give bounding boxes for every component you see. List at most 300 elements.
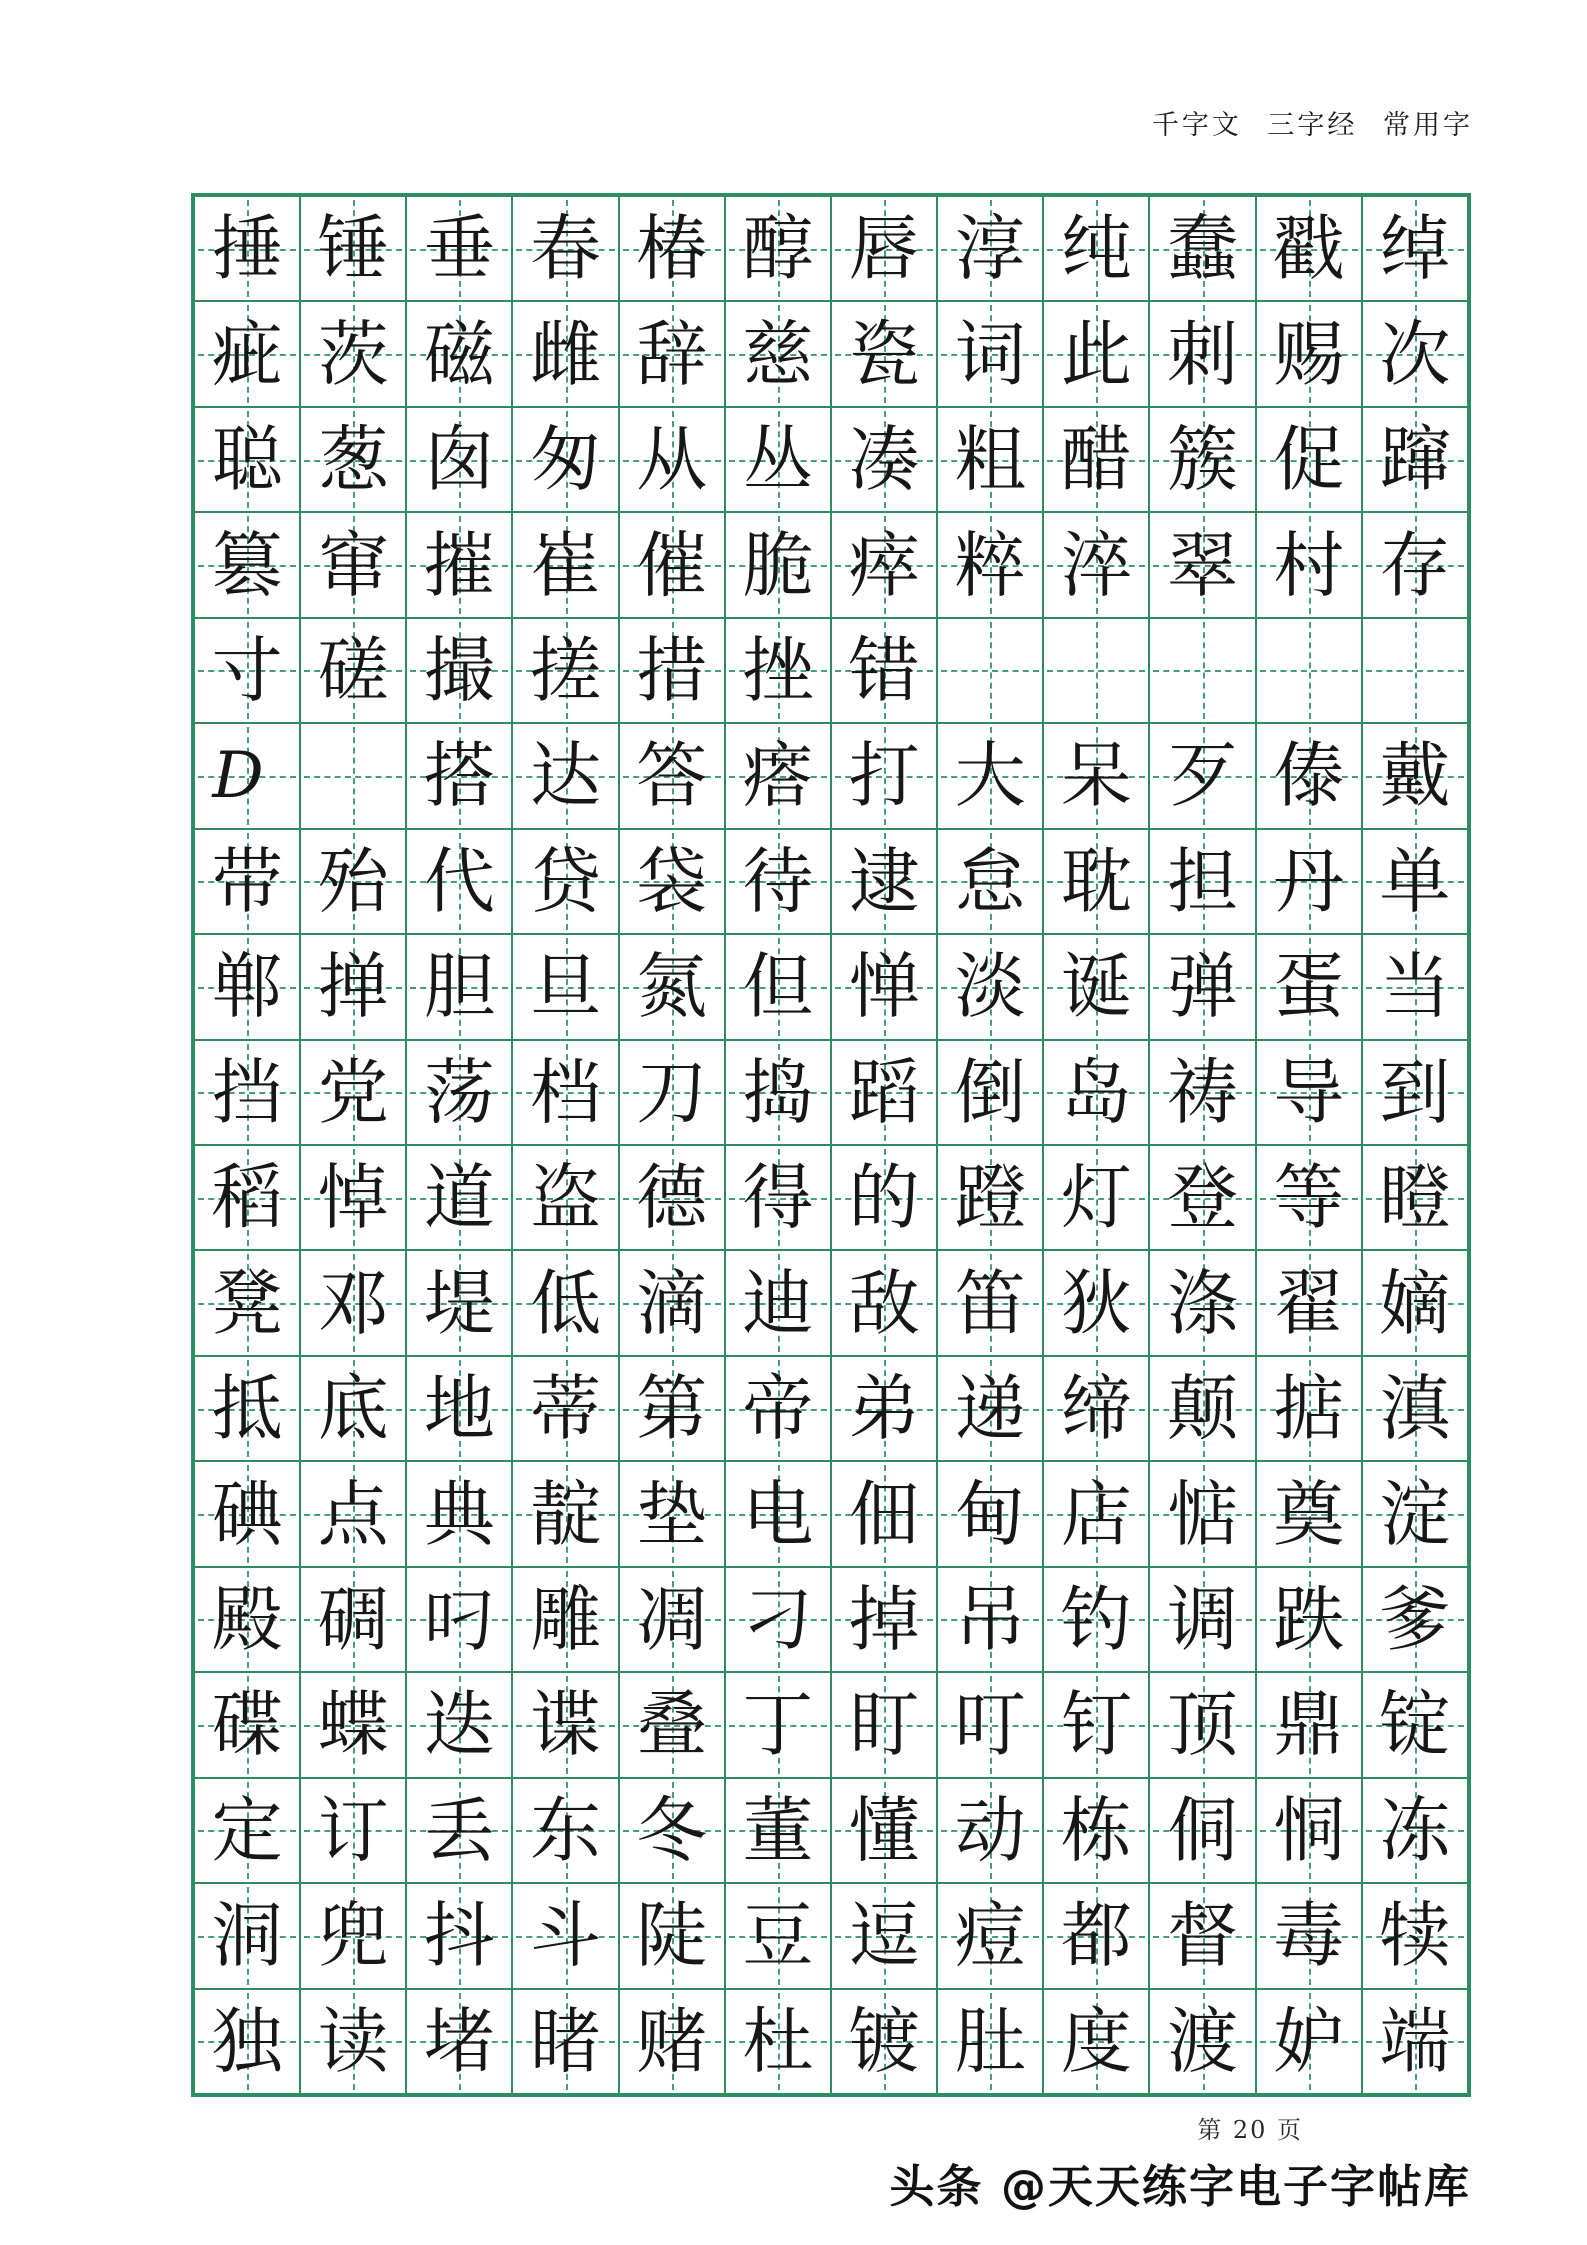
grid-cell <box>195 408 299 511</box>
grid-cell <box>726 1779 830 1882</box>
grid-cell <box>1044 408 1148 511</box>
grid-cell <box>513 1990 617 2093</box>
character-glyph: 淳 <box>954 207 1026 291</box>
grid-cell <box>938 1568 1042 1671</box>
character-glyph: 犊 <box>1379 1894 1451 1978</box>
character-glyph: 惦 <box>1167 1472 1239 1556</box>
character-glyph: 撮 <box>423 628 495 712</box>
character-glyph: 定 <box>211 1788 283 1872</box>
grid-cell <box>938 1357 1042 1460</box>
grid-cell <box>938 1041 1042 1144</box>
character-glyph: 掉 <box>848 1577 920 1661</box>
character-glyph: 顶 <box>1167 1683 1239 1767</box>
character-glyph: 堵 <box>423 1999 495 2083</box>
grid-cell <box>301 1462 405 1565</box>
grid-cell <box>513 1462 617 1565</box>
grid-cell <box>832 935 936 1038</box>
character-glyph: 盯 <box>848 1683 920 1767</box>
character-glyph: 捶 <box>211 207 283 291</box>
character-glyph: 到 <box>1379 1050 1451 1134</box>
section-letter: D <box>212 738 264 813</box>
character-glyph: 弹 <box>1167 945 1239 1029</box>
grid-cell <box>301 302 405 405</box>
grid-cell <box>1150 1146 1254 1249</box>
character-glyph: 刀 <box>636 1050 708 1134</box>
character-glyph: 岛 <box>1060 1050 1132 1134</box>
character-glyph: 呆 <box>1060 734 1132 818</box>
grid-cell <box>513 1357 617 1460</box>
grid-cell <box>407 1779 511 1882</box>
character-glyph: 瘩 <box>742 734 814 818</box>
character-glyph: 待 <box>742 839 814 923</box>
character-glyph: 蛋 <box>1273 945 1345 1029</box>
grid-cell <box>407 1884 511 1987</box>
character-glyph: 悼 <box>317 1156 389 1240</box>
character-glyph: 雌 <box>530 312 602 396</box>
character-glyph: 地 <box>423 1367 495 1451</box>
grid-cell <box>726 724 830 827</box>
character-glyph: 逗 <box>848 1894 920 1978</box>
character-glyph: 靛 <box>530 1472 602 1556</box>
grid-cell <box>1363 830 1467 933</box>
grid-cell <box>1363 724 1467 827</box>
grid-cell <box>407 1673 511 1776</box>
grid-cell <box>513 513 617 616</box>
grid-cell <box>1150 1462 1254 1565</box>
grid-cell <box>195 1357 299 1460</box>
character-glyph: 德 <box>636 1156 708 1240</box>
character-glyph: 担 <box>1167 839 1239 923</box>
character-glyph: 的 <box>848 1156 920 1240</box>
character-glyph: 蹈 <box>848 1050 920 1134</box>
character-glyph: 敌 <box>848 1261 920 1345</box>
character-glyph: 粹 <box>954 523 1026 607</box>
grid-cell <box>407 302 511 405</box>
grid-cell <box>301 619 405 722</box>
grid-cell <box>726 1251 830 1354</box>
character-glyph: 耽 <box>1060 839 1132 923</box>
character-glyph: 狄 <box>1060 1261 1132 1345</box>
character-glyph: 匆 <box>530 418 602 502</box>
grid-cell <box>1363 1990 1467 2093</box>
grid-cell <box>1044 1990 1148 2093</box>
grid-cell <box>832 1146 936 1249</box>
character-glyph: 睹 <box>530 1999 602 2083</box>
character-glyph: 搭 <box>423 734 495 818</box>
grid-cell <box>1150 1990 1254 2093</box>
grid-cell <box>832 1673 936 1776</box>
character-glyph: 点 <box>317 1472 389 1556</box>
grid-cell <box>620 513 724 616</box>
grid-cell <box>1363 935 1467 1038</box>
grid-cell <box>620 197 724 300</box>
grid-cell <box>726 513 830 616</box>
grid-cell <box>513 1568 617 1671</box>
page-number: 第 20 页 <box>1197 2116 1303 2144</box>
grid-cell <box>620 1251 724 1354</box>
character-glyph: 谍 <box>530 1683 602 1767</box>
character-glyph: 当 <box>1379 945 1451 1029</box>
grid-cell <box>1150 1568 1254 1671</box>
grid-cell <box>620 1041 724 1144</box>
character-glyph: 栋 <box>1060 1788 1132 1872</box>
character-glyph: 碉 <box>317 1577 389 1661</box>
grid-cell <box>1150 1251 1254 1354</box>
character-glyph: 都 <box>1060 1894 1132 1978</box>
grid-cell <box>407 935 511 1038</box>
grid-cell <box>1363 1779 1467 1882</box>
grid-cell <box>1257 302 1361 405</box>
grid-cell <box>1363 1568 1467 1671</box>
character-glyph: 电 <box>742 1472 814 1556</box>
character-glyph: 粗 <box>954 418 1026 502</box>
character-glyph: 灯 <box>1060 1156 1132 1240</box>
grid-cell <box>1044 1779 1148 1882</box>
grid-cell <box>1044 1146 1148 1249</box>
character-glyph: 颠 <box>1167 1367 1239 1451</box>
character-glyph: 醋 <box>1060 418 1132 502</box>
grid-cell <box>195 1146 299 1249</box>
character-glyph: 瓷 <box>848 312 920 396</box>
grid-cell <box>938 935 1042 1038</box>
grid-cell <box>195 724 299 827</box>
character-glyph: 垂 <box>423 207 495 291</box>
character-glyph: 诞 <box>1060 945 1132 1029</box>
grid-cell <box>195 197 299 300</box>
character-glyph: 带 <box>211 839 283 923</box>
grid-cell <box>1150 935 1254 1038</box>
character-glyph: 垫 <box>636 1472 708 1556</box>
character-glyph: 淡 <box>954 945 1026 1029</box>
grid-cell <box>1044 1041 1148 1144</box>
grid-cell <box>726 619 830 722</box>
grid-cell <box>620 1673 724 1776</box>
grid-cell <box>195 1673 299 1776</box>
grid-cell <box>620 1568 724 1671</box>
character-glyph: 党 <box>317 1050 389 1134</box>
grid-cell <box>1150 1041 1254 1144</box>
grid-cell <box>301 408 405 511</box>
grid-cell <box>301 1673 405 1776</box>
grid-cell <box>1150 724 1254 827</box>
character-glyph: 登 <box>1167 1156 1239 1240</box>
character-glyph: 翟 <box>1273 1261 1345 1345</box>
grid-cell <box>1363 1357 1467 1460</box>
character-glyph: 怠 <box>954 839 1026 923</box>
grid-cell <box>1150 302 1254 405</box>
grid-cell <box>726 408 830 511</box>
character-glyph: 赐 <box>1273 312 1345 396</box>
grid-cell <box>938 1673 1042 1776</box>
grid-cell <box>301 1251 405 1354</box>
grid-cell <box>832 408 936 511</box>
character-glyph: 茨 <box>317 312 389 396</box>
character-glyph: 次 <box>1379 312 1451 396</box>
character-glyph: 赌 <box>636 1999 708 2083</box>
grid-cell <box>726 1884 830 1987</box>
grid-cell <box>1257 1251 1361 1354</box>
grid-cell <box>832 197 936 300</box>
grid-cell <box>195 1990 299 2093</box>
character-glyph: 祷 <box>1167 1050 1239 1134</box>
grid-cell <box>1363 408 1467 511</box>
character-glyph: 读 <box>317 1999 389 2083</box>
grid-cell <box>1044 1884 1148 1987</box>
grid-cell <box>938 1990 1042 2093</box>
grid-cell <box>832 1568 936 1671</box>
character-glyph: 导 <box>1273 1050 1345 1134</box>
grid-cell <box>726 1673 830 1776</box>
character-glyph: 端 <box>1379 1999 1451 2083</box>
character-glyph: 蹿 <box>1379 418 1451 502</box>
character-glyph: 聪 <box>211 418 283 502</box>
grid-cell <box>938 619 1042 722</box>
character-glyph: 道 <box>423 1156 495 1240</box>
grid-cell <box>513 197 617 300</box>
grid-cell <box>195 1568 299 1671</box>
character-glyph: 盗 <box>530 1156 602 1240</box>
character-glyph: 代 <box>423 839 495 923</box>
grid-cell <box>938 1251 1042 1354</box>
grid-cell <box>726 935 830 1038</box>
grid-cell <box>407 197 511 300</box>
character-glyph: 答 <box>636 734 708 818</box>
character-glyph: 歹 <box>1167 734 1239 818</box>
grid-cell <box>726 1357 830 1460</box>
character-glyph: 迭 <box>423 1683 495 1767</box>
grid-cell <box>938 830 1042 933</box>
character-glyph: 淀 <box>1379 1472 1451 1556</box>
character-glyph: 簇 <box>1167 418 1239 502</box>
grid-cell <box>513 1779 617 1882</box>
grid-cell <box>1257 1462 1361 1565</box>
grid-cell <box>1150 619 1254 722</box>
character-glyph: 豆 <box>742 1894 814 1978</box>
character-glyph: 摧 <box>423 523 495 607</box>
character-glyph: 瞪 <box>1379 1156 1451 1240</box>
character-glyph: 抵 <box>211 1367 283 1451</box>
character-glyph: 绰 <box>1379 207 1451 291</box>
grid-cell <box>513 724 617 827</box>
grid-cell <box>832 513 936 616</box>
grid-cell <box>620 1146 724 1249</box>
grid-cell <box>938 1462 1042 1565</box>
grid-cell <box>726 197 830 300</box>
grid-cell <box>407 619 511 722</box>
character-glyph: 此 <box>1060 312 1132 396</box>
grid-cell <box>1044 1357 1148 1460</box>
character-glyph: 东 <box>530 1788 602 1872</box>
grid-cell <box>1363 1041 1467 1144</box>
grid-cell <box>407 1251 511 1354</box>
character-glyph: 毒 <box>1273 1894 1345 1978</box>
character-glyph: 低 <box>530 1261 602 1345</box>
grid-cell <box>832 619 936 722</box>
grid-cell <box>1363 513 1467 616</box>
grid-cell <box>1044 830 1148 933</box>
character-glyph: 弟 <box>848 1367 920 1451</box>
character-glyph: 缔 <box>1060 1367 1132 1451</box>
grid-cell <box>513 619 617 722</box>
grid-cell <box>938 1146 1042 1249</box>
grid-cell <box>513 935 617 1038</box>
character-glyph: 滴 <box>636 1261 708 1345</box>
grid-cell <box>513 1673 617 1776</box>
character-glyph: 大 <box>954 734 1026 818</box>
character-glyph: 戳 <box>1273 207 1345 291</box>
character-glyph: 碟 <box>211 1683 283 1767</box>
grid-cell <box>1363 197 1467 300</box>
character-glyph: 凳 <box>211 1261 283 1345</box>
grid-cell <box>1150 1884 1254 1987</box>
character-glyph: 瘁 <box>848 523 920 607</box>
character-glyph: 动 <box>954 1788 1026 1872</box>
grid-cell <box>513 830 617 933</box>
grid-cell <box>1363 1884 1467 1987</box>
grid-cell <box>195 1779 299 1882</box>
grid-cell <box>1044 1673 1148 1776</box>
grid-cell <box>1150 513 1254 616</box>
grid-cell <box>832 830 936 933</box>
grid-cell <box>407 1146 511 1249</box>
character-glyph: 叮 <box>954 1683 1026 1767</box>
character-glyph: 蠢 <box>1167 207 1239 291</box>
grid-cell <box>513 1146 617 1249</box>
grid-cell <box>1257 408 1361 511</box>
grid-cell <box>1150 830 1254 933</box>
grid-cell <box>1257 1884 1361 1987</box>
grid-cell <box>301 1041 405 1144</box>
grid-cell <box>1257 830 1361 933</box>
grid-cell <box>726 1990 830 2093</box>
grid-cell <box>301 724 405 827</box>
grid-cell <box>513 408 617 511</box>
grid-cell <box>195 1251 299 1354</box>
character-glyph: 倒 <box>954 1050 1026 1134</box>
grid-cell <box>1363 302 1467 405</box>
character-glyph: 懂 <box>848 1788 920 1872</box>
character-glyph: 辞 <box>636 312 708 396</box>
character-glyph: 稻 <box>211 1156 283 1240</box>
grid-cell <box>1044 935 1148 1038</box>
character-glyph: 吊 <box>954 1577 1026 1661</box>
character-glyph: 戴 <box>1379 734 1451 818</box>
character-glyph: 得 <box>742 1156 814 1240</box>
grid-cell <box>832 1357 936 1460</box>
character-glyph: 袋 <box>636 839 708 923</box>
character-glyph: 渡 <box>1167 1999 1239 2083</box>
grid-cell <box>1044 513 1148 616</box>
character-glyph: 叠 <box>636 1683 708 1767</box>
grid-cell <box>1257 1673 1361 1776</box>
grid-cell <box>726 1146 830 1249</box>
character-glyph: 锭 <box>1379 1683 1451 1767</box>
grid-cell <box>1257 1779 1361 1882</box>
grid-cell <box>407 1990 511 2093</box>
grid-cell <box>1257 513 1361 616</box>
grid-cell <box>195 619 299 722</box>
character-glyph: 挡 <box>211 1050 283 1134</box>
character-glyph: 蹬 <box>954 1156 1026 1240</box>
character-glyph: 店 <box>1060 1472 1132 1556</box>
character-glyph: 但 <box>742 945 814 1029</box>
character-glyph: 达 <box>530 734 602 818</box>
character-glyph: 丁 <box>742 1683 814 1767</box>
character-glyph: 笛 <box>954 1261 1026 1345</box>
character-glyph: 存 <box>1379 523 1451 607</box>
character-glyph: 殿 <box>211 1577 283 1661</box>
grid-cell <box>938 408 1042 511</box>
character-glyph: 囱 <box>423 418 495 502</box>
grid-cell <box>1257 619 1361 722</box>
character-glyph: 碘 <box>211 1472 283 1556</box>
character-glyph: 丹 <box>1273 839 1345 923</box>
grid-cell <box>407 1462 511 1565</box>
character-glyph: 挫 <box>742 628 814 712</box>
grid-cell <box>407 513 511 616</box>
grid-cell <box>407 724 511 827</box>
character-glyph: 蒂 <box>530 1367 602 1451</box>
grid-cell <box>726 1568 830 1671</box>
character-glyph: 奠 <box>1273 1472 1345 1556</box>
character-glyph: 打 <box>848 734 920 818</box>
grid-cell <box>513 1041 617 1144</box>
character-glyph: 等 <box>1273 1156 1345 1240</box>
character-glyph: 独 <box>211 1999 283 2083</box>
grid-cell <box>1363 619 1467 722</box>
character-glyph: 胆 <box>423 945 495 1029</box>
grid-cell <box>301 935 405 1038</box>
character-glyph: 唇 <box>848 207 920 291</box>
grid-cell <box>1257 1041 1361 1144</box>
grid-cell <box>620 935 724 1038</box>
watermark-text: 头条 @天天练字电子字帖库 <box>889 2160 1471 2213</box>
character-glyph: 刁 <box>742 1577 814 1661</box>
character-glyph: 滇 <box>1379 1367 1451 1451</box>
character-glyph: 帝 <box>742 1367 814 1451</box>
character-glyph: 侗 <box>1167 1788 1239 1872</box>
character-glyph: 淬 <box>1060 523 1132 607</box>
character-glyph: 寸 <box>211 628 283 712</box>
character-glyph: 醇 <box>742 207 814 291</box>
character-glyph: 崔 <box>530 523 602 607</box>
character-glyph: 甸 <box>954 1472 1026 1556</box>
character-glyph: 脆 <box>742 523 814 607</box>
grid-cell <box>938 513 1042 616</box>
grid-cell <box>195 1041 299 1144</box>
grid-cell <box>938 1884 1042 1987</box>
grid-cell <box>832 1884 936 1987</box>
character-glyph: 杜 <box>742 1999 814 2083</box>
grid-cell <box>620 830 724 933</box>
character-glyph: 档 <box>530 1050 602 1134</box>
character-glyph: 斗 <box>530 1894 602 1978</box>
grid-cell <box>407 408 511 511</box>
character-glyph: 从 <box>636 418 708 502</box>
character-glyph: 跌 <box>1273 1577 1345 1661</box>
grid-cell <box>1257 1568 1361 1671</box>
grid-cell <box>1363 1673 1467 1776</box>
grid-cell <box>513 1251 617 1354</box>
character-glyph: 肚 <box>954 1999 1026 2083</box>
character-glyph: 荡 <box>423 1050 495 1134</box>
grid-cell <box>620 1357 724 1460</box>
character-glyph: 丛 <box>742 418 814 502</box>
character-glyph: 锤 <box>317 207 389 291</box>
grid-cell <box>195 513 299 616</box>
character-glyph: 掸 <box>317 945 389 1029</box>
character-glyph: 春 <box>530 207 602 291</box>
